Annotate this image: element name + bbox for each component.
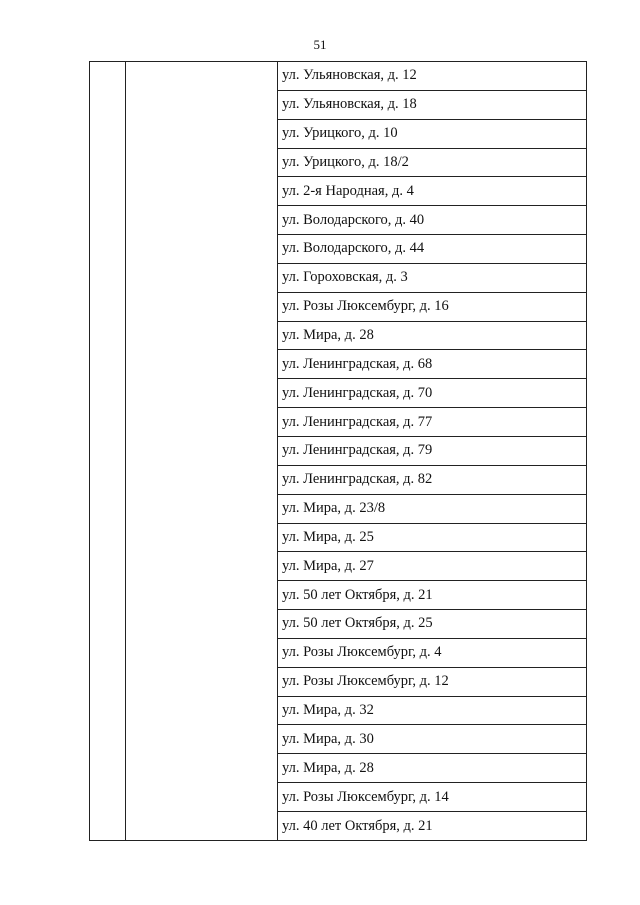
table-row: ул. Ульяновская, д. 18 (278, 91, 586, 120)
table-row: ул. Мира, д. 30 (278, 725, 586, 754)
table-row: ул. Мира, д. 32 (278, 697, 586, 726)
table-row: ул. Розы Люксембург, д. 14 (278, 783, 586, 812)
table-row: ул. Ленинградская, д. 79 (278, 437, 586, 466)
table-row: ул. Урицкого, д. 18/2 (278, 149, 586, 178)
table-row: ул. 50 лет Октября, д. 21 (278, 581, 586, 610)
table-row: ул. Ленинградская, д. 82 (278, 466, 586, 495)
table-row: ул. Гороховская, д. 3 (278, 264, 586, 293)
table-row: ул. Мира, д. 28 (278, 322, 586, 351)
table-row: ул. Розы Люксембург, д. 4 (278, 639, 586, 668)
table-row: ул. 2-я Народная, д. 4 (278, 177, 586, 206)
table-row: ул. Володарского, д. 40 (278, 206, 586, 235)
table-row: ул. Розы Люксембург, д. 12 (278, 668, 586, 697)
table-row: ул. Розы Люксембург, д. 16 (278, 293, 586, 322)
table-row: ул. Ульяновская, д. 12 (278, 62, 586, 91)
address-table (89, 61, 587, 841)
table-row: ул. 50 лет Октября, д. 25 (278, 610, 586, 639)
address-column (278, 62, 586, 840)
table-row: ул. Мира, д. 25 (278, 524, 586, 553)
table-row: ул. Володарского, д. 44 (278, 235, 586, 264)
page-number: 51 (313, 37, 327, 52)
column-divider-1 (125, 62, 126, 840)
table-row: ул. Ленинградская, д. 68 (278, 350, 586, 379)
table-row: ул. 40 лет Октября, д. 21 (282, 817, 433, 834)
table-row: ул. Ленинградская, д. 70 (278, 379, 586, 408)
table-row: ул. Мира, д. 28 (278, 754, 586, 783)
table-row: ул. Урицкого, д. 10 (278, 120, 586, 149)
table-row: ул. Ленинградская, д. 77 (278, 408, 586, 437)
table-row: ул. Мира, д. 23/8 (278, 495, 586, 524)
table-row: ул. Мира, д. 27 (278, 552, 586, 581)
